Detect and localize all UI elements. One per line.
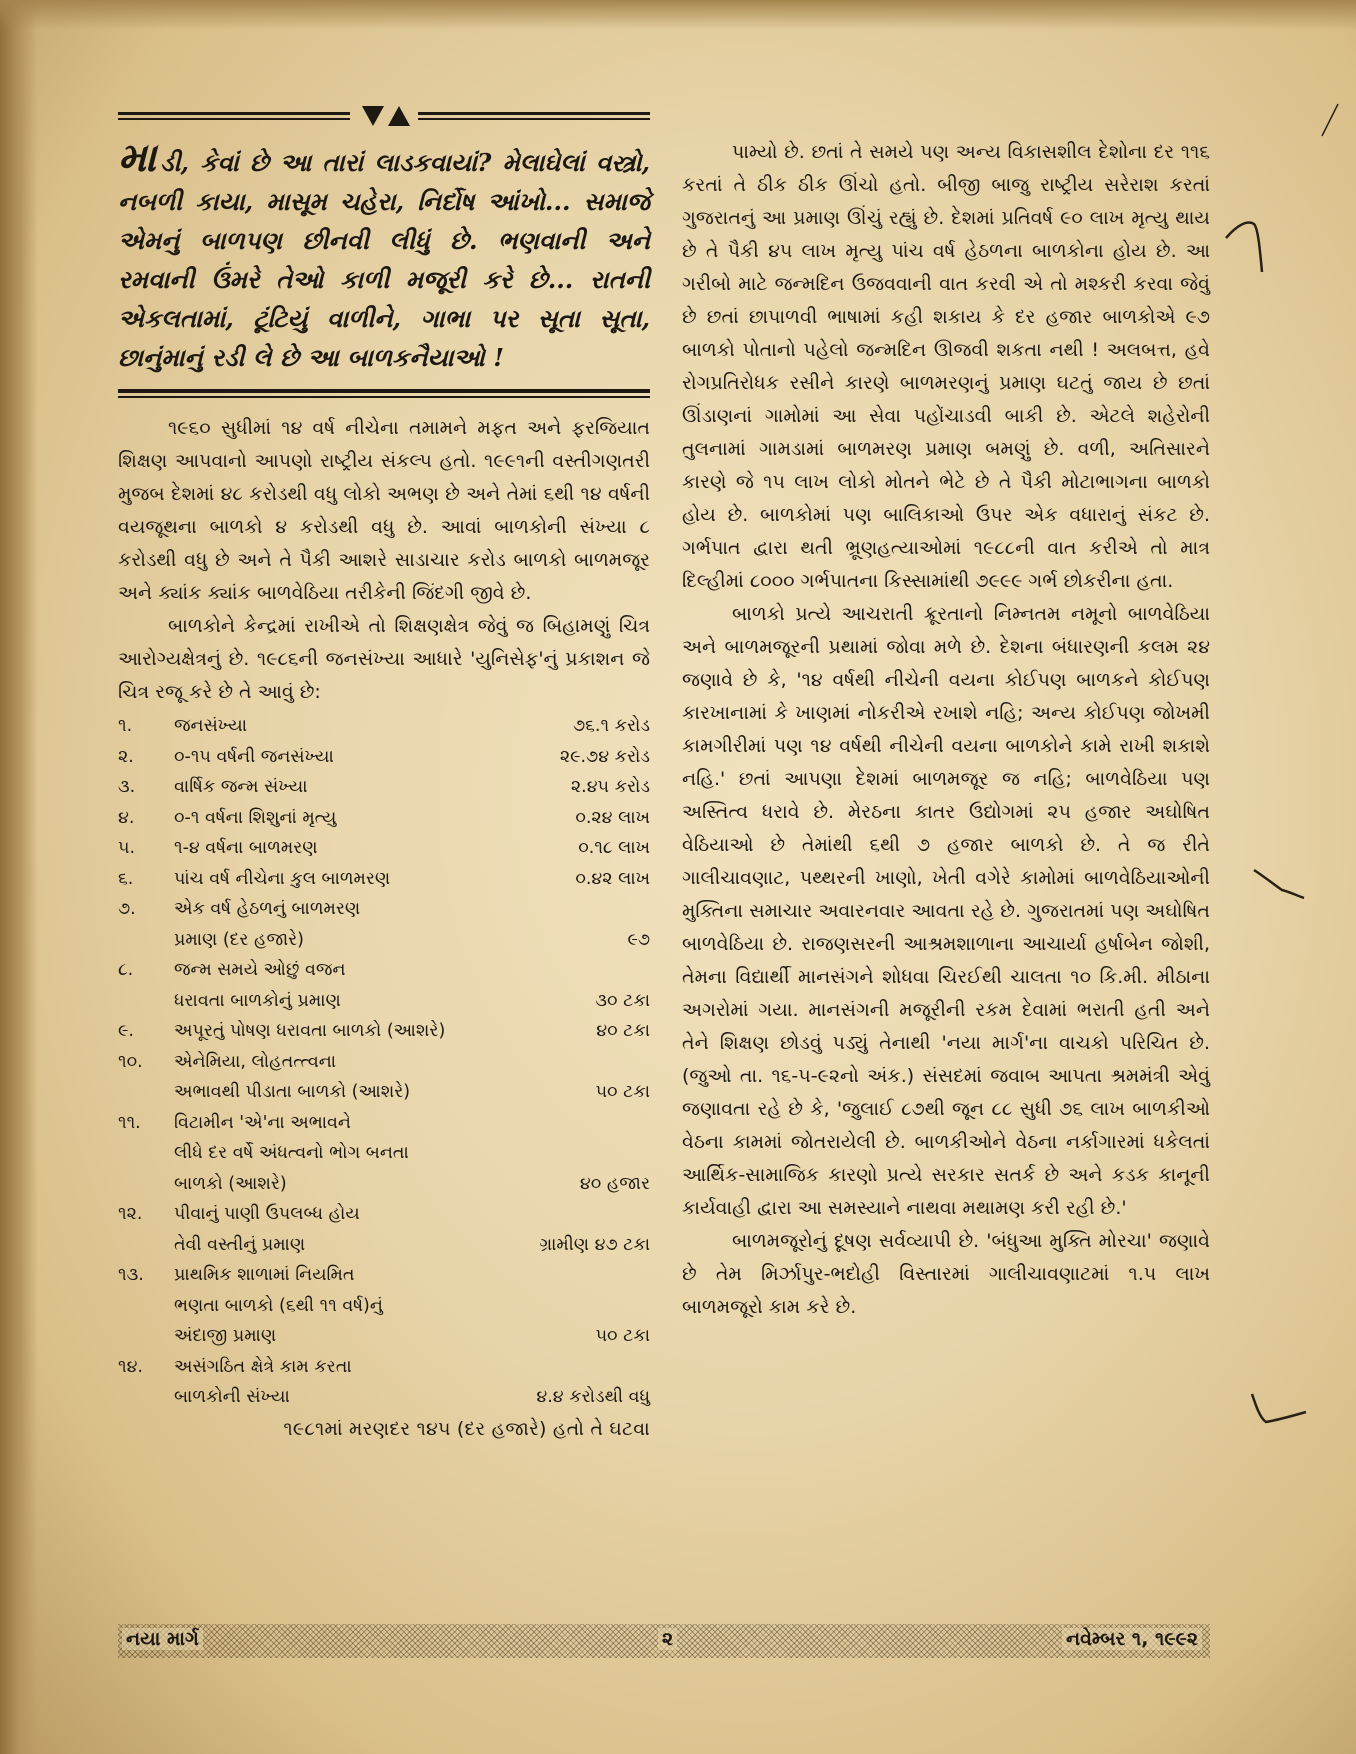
stats-item-value: ગ્રામીણ ૪૭ ટકા <box>539 1234 650 1255</box>
stats-item-number: ૧૦. <box>118 1051 143 1072</box>
page-footer <box>118 1624 1210 1658</box>
stats-item-number <box>118 925 174 956</box>
stats-row <box>118 864 650 895</box>
stats-item-number: ૧૩. <box>118 1265 144 1285</box>
stats-row <box>118 1260 650 1291</box>
stats-item-label: એક વર્ષ હેઠળનું બાળમરણ <box>174 899 361 919</box>
stats-item-number: ૧. <box>118 716 133 736</box>
stats-item-number: ૧૧. <box>118 1112 141 1133</box>
stats-row <box>118 925 650 956</box>
stats-row <box>118 1352 650 1383</box>
stats-row <box>118 955 650 986</box>
stats-item-label: અસંગઠિત ક્ષેત્રે કામ કરતા <box>174 1356 352 1377</box>
stats-row <box>118 833 650 864</box>
left-paragraph: બાળકોને કેન્દ્રમાં રાખીએ તો શિક્ષણક્ષેત્ર જેવું જ બિહામણું ચિત્ર આરોગ્યક્ષેત્રનું છે. ૧૯૮૬ની જનસંખ્યા આધારે 'યુનિસેફ'નું પ્રકાશન જે ચિત્ર રજૂ કરે છે તે આવું છે: <box>118 615 650 703</box>
stats-item-value <box>510 955 651 986</box>
stats-item-value <box>510 1047 651 1078</box>
right-paragraphs <box>682 136 1210 1324</box>
stats-item-value: ૯૭ <box>627 929 650 950</box>
stats-item-label: બાળકોની સંખ્યા <box>174 1387 290 1407</box>
stats-item-number <box>118 1321 174 1352</box>
stats-row <box>118 1047 650 1078</box>
stats-item-number: ૧૨. <box>118 1204 143 1224</box>
stats-row <box>118 1230 650 1261</box>
margin-mark-icon <box>1318 100 1342 140</box>
right-paragraph: બાળમજૂરોનું દૂષણ સર્વવ્યાપી છે. 'બંધુઆ મુક્તિ મોરચા' જણાવે છે તેમ મિર્ઝાપુર-ભદોહી વિસ્તારમાં ગાલીચાવણાટમાં ૧.૫ લાખ બાળમજૂરો કામ કરે છે. <box>682 1230 1210 1318</box>
stats-item-label: બાળકો (આશરે) <box>174 1173 287 1194</box>
stats-item-label: લીધે દર વર્ષે અંધત્વનો ભોગ બનતા <box>174 1143 409 1163</box>
stats-item-number: ૧૪. <box>118 1356 143 1377</box>
left-paragraphs <box>118 412 650 709</box>
rule-line-right <box>418 112 650 120</box>
stats-item-number <box>118 1077 174 1108</box>
stats-item-label: ૧-૪ વર્ષના બાળમરણ <box>174 838 318 858</box>
left-last-line: ૧૯૮૧માં મરણદર ૧૪૫ (દર હજારે) હતો તે ઘટવા <box>283 1417 650 1440</box>
stats-item-value: ૭૬.૧ કરોડ <box>572 716 650 736</box>
stats-item-label: ૦-૧ વર્ષના શિશુનાં મૃત્યુ <box>174 807 337 828</box>
stats-item-value: ૫૦ ટકા <box>595 1082 650 1102</box>
stats-item-label: ૦-૧૫ વર્ષની જનસંખ્યા <box>174 746 334 767</box>
stats-row <box>118 1321 650 1352</box>
stats-item-value <box>510 1291 651 1322</box>
stats-item-value: ૦.૧૮ લાખ <box>578 838 650 858</box>
stats-item-label: એનેમિયા, લોહતત્ત્વના <box>174 1051 337 1072</box>
left-column <box>118 98 650 1445</box>
right-paragraph: બાળકો પ્રત્યે આચરાતી ક્રૂરતાનો નિમ્નતમ નમૂનો બાળવેઠિયા અને બાળમજૂરની પ્રથામાં જોવા મળે છે. દેશના બંધારણની કલમ ૨૪ જણાવે છે કે, '૧૪ વર્ષથી નીચેની વયના કોઈપણ બાળકને કોઈપણ કારખાનામાં કે ખાણમાં નોકરીએ રખાશે નહિ; અન્ય કોઈપણ જોખમી કામગીરીમાં પણ ૧૪ વર્ષથી નીચેની વયના બાળકોને કામે રાખી શકાશે નહિ.' છતાં આપણા દેશમાં બાળમજૂર જ નહિ; બાળવેઠિયા પણ અસ્તિત્વ ધરાવે છે. મેરઠના કાતર ઉદ્યોગમાં ૨૫ હજાર અઘોષિત વેઠિયાઓ છે તેમાંથી ૬થી ૭ હજાર બાળકો છે. તે જ રીતે ગાલીચાવણાટ, પથ્થરની ખાણો, ખેતી વગેરે કામોમાં બાળવેઠિયાઓની મુક્તિના સમાચાર અવારનવાર આવતા રહે છે. ગુજરાતમાં પણ અઘોષિત બાળવેઠિયા છે. રાજણસરની આશ્રમશાળાના આચાર્યા હર્ષાબેન જોશી, તેમના વિદ્યાર્થી માનસંગને શોધવા ચિરઈથી ચાલતા ૧૦ કિ.મી. મીઠાના અગરોમાં ગયા. માનસંગની મજૂરીની રકમ દેવામાં ભરાતી હતી અને તેને શિક્ષણ છોડવું પડ્યું તેનાથી 'નયા માર્ગ'ના વાચકો પરિચિત છે. (જુઓ તા. ૧૬-૫-૯૨નો અંક.) સંસદમાં જવાબ આપતા શ્રમમંત્રી એવું જણાવતા રહે છે કે, 'જુલાઈ ૮૭થી જૂન ૮૮ સુધી ૭૬ લાખ બાળકીઓ વેઠના કામમાં જોતરાયેલી છે. બાળકીઓને વેઠના નર્કાગારમાં ધકેલતાં આર્થિક-સામાજિક કારણો પ્રત્યે સરકાર સતર્ક છે અને કડક કાનૂની કાર્યવાહી દ્વારા આ સમસ્યાને નાથવા મથામણ કરી રહી છે.' <box>682 603 1210 1219</box>
margin-mark-icon <box>1252 860 1308 920</box>
stats-item-label: પીવાનું પાણી ઉપલબ્ધ હોય <box>174 1204 360 1224</box>
left-paragraph: ૧૯૬૦ સુધીમાં ૧૪ વર્ષ નીચેના તમામને મફત અને ફરજિયાત શિક્ષણ આપવાનો આપણો રાષ્ટ્રીય સંકલ્પ હતો. ૧૯૯૧ની વસ્તીગણતરી મુજબ દેશમાં ૪૮ કરોડથી વધુ લોકો અભણ છે અને તેમાં ૬થી ૧૪ વર્ષની વયજૂથના બાળકો ૪ કરોડથી વધુ છે. આવાં બાળકોની સંખ્યા ૮ કરોડથી વધુ છે અને તે પૈકી આશરે સાડાચાર કરોડ બાળકો બાળમજૂર અને ક્યાંક ક્યાંક બાળવેઠિયા તરીકેની જિંદગી જીવે છે. <box>118 417 650 604</box>
stats-row <box>118 772 650 803</box>
paper-top-edge <box>0 0 1356 30</box>
stats-item-label: અંદાજી પ્રમાણ <box>174 1326 277 1346</box>
intro-text: ડી, કેવાં છે આ તારાં લાડકવાયાં? મેલાઘેલાં વસ્ત્રો, નબળી કાયા, માસૂમ ચહેરા, નિર્દોષ આંખો... સમાજે એમનું બાળપણ છીનવી લીધું છે. ભણવાની અને રમવાની ઉંમરે તેઓ કાળી મજૂરી કરે છે... રાતની એકલતામાં, ટૂંટિયું વાળીને, ગાભા પર સૂતા સૂતા, છાનુંમાનું રડી લે છે આ બાળકનૈયાઓ ! <box>118 148 650 372</box>
rule-line-left <box>118 112 350 120</box>
stats-item-number: ૮. <box>118 960 134 980</box>
stats-item-number <box>118 1382 174 1413</box>
right-paragraph: પામ્યો છે. છતાં તે સમયે પણ અન્ય વિકાસશીલ દેશોના દર ૧૧૬ કરતાં તે ઠીક ઠીક ઊંચો હતો. બીજી બાજુ રાષ્ટ્રીય સરેરાશ કરતાં ગુજરાતનું આ પ્રમાણ ઊંચું રહ્યું છે. દેશમાં પ્રતિવર્ષ ૯૦ લાખ મૃત્યુ થાય છે તે પૈકી ૪૫ લાખ મૃત્યુ પાંચ વર્ષ હેઠળના બાળકોના હોય છે. આ ગરીબો માટે જન્મદિન ઉજવવાની વાત કરવી એ તો મશ્કરી કરવા જેવું છે છતાં છાપાળવી ભાષામાં કહી શકાય કે દર હજાર બાળકોએ ૯૭ બાળકો પોતાનો પહેલો જન્મદિન ઊજવી શકતા નથી ! અલબત્ત, હવે રોગપ્રતિરોધક રસીને કારણે બાળમરણનું પ્રમાણ ઘટતું જાય છે છતાં ઊંડાણનાં ગામોમાં આ સેવા પહોંચાડવી બાકી છે. એટલે શહેરોની તુલનામાં ગામડામાં બાળમરણ પ્રમાણ બમણું છે. વળી, અતિસારને કારણે જે ૧૫ લાખ લોકો મોતને ભેટે છે તે પૈકી મોટાભાગના બાળકો હોય છે. બાળકોમાં પણ બાલિકાઓ ઉપર એક વધારાનું સંકટ છે. ગર્ભપાત દ્વારા થતી ભ્રૂણહત્યાઓમાં ૧૯૮૮ની વાત કરીએ તો માત્ર દિલ્હીમાં ૮૦૦૦ ગર્ભપાતના કિસ્સામાંથી ૭૯૯૯ ગર્ભ છોકરીના હતા. <box>682 141 1210 592</box>
stats-item-value: ૩૦ ટકા <box>595 990 650 1011</box>
stats-item-number <box>118 1291 174 1322</box>
stats-row <box>118 986 650 1017</box>
stats-item-value: ૨૯.૭૪ કરોડ <box>559 746 650 767</box>
stats-item-value <box>510 1108 651 1139</box>
stats-item-value: ૪૦ ટકા <box>596 1021 650 1041</box>
stats-item-value: ૦.૨૪ લાખ <box>575 807 650 828</box>
margin-mark-icon <box>1224 210 1284 290</box>
stats-row <box>118 1077 650 1108</box>
stats-item-value: ૪.૪ કરોડથી વધુ <box>536 1387 650 1407</box>
stats-item-label: ભણતા બાળકો (૬થી ૧૧ વર્ષ)નું <box>174 1295 383 1316</box>
intro-blurb <box>118 134 650 377</box>
stats-item-number <box>118 986 174 1017</box>
stats-row <box>118 894 650 925</box>
stats-item-value <box>510 1352 651 1383</box>
stats-item-value <box>510 1199 651 1230</box>
stats-item-label: પ્રાથમિક શાળામાં નિયમિત <box>174 1265 355 1285</box>
stats-item-label: તેવી વસ્તીનું પ્રમાણ <box>174 1234 306 1255</box>
paper-left-edge <box>0 0 38 1754</box>
stats-row <box>118 1382 650 1413</box>
footer-publication: નયા માર્ગ <box>122 1628 203 1650</box>
stats-row <box>118 1199 650 1230</box>
stats-item-label: અપૂરતું પોષણ ધરાવતા બાળકો (આશરે) <box>174 1021 446 1041</box>
stats-item-label: જનસંખ્યા <box>174 716 248 736</box>
stats-item-value <box>510 1260 651 1291</box>
stats-row <box>118 1016 650 1047</box>
footer-date: નવેમ્બર ૧, ૧૯૯૨ <box>1062 1628 1202 1650</box>
stats-item-value <box>510 894 651 925</box>
stats-item-label: પ્રમાણ (દર હજારે) <box>174 929 304 950</box>
stats-item-number: ૭. <box>118 899 136 919</box>
stats-row <box>118 1169 650 1200</box>
stats-row <box>118 1108 650 1139</box>
stats-item-number: ૯. <box>118 1021 134 1041</box>
stats-item-number <box>118 1138 174 1169</box>
stats-item-value: ૦.૪૨ લાખ <box>575 868 650 889</box>
stats-row <box>118 803 650 834</box>
intro-rule <box>118 389 650 398</box>
stats-item-label: વાર્ષિક જન્મ સંખ્યા <box>174 777 308 797</box>
stats-item-value: ૨.૪૫ કરોડ <box>570 777 650 797</box>
stats-item-number: ૩. <box>118 777 136 797</box>
stats-item-label: જન્મ સમયે ઓછું વજન <box>174 960 346 980</box>
stats-item-number: ૫. <box>118 838 136 858</box>
stats-item-number <box>118 1169 174 1200</box>
stats-item-value: ૪૦ હજાર <box>579 1173 650 1194</box>
unicef-stats-table <box>118 711 650 1413</box>
margin-mark-icon <box>1250 1390 1310 1440</box>
ornamental-rule <box>118 98 650 134</box>
footer-page-number: ૨ <box>658 1628 677 1650</box>
stats-row <box>118 742 650 773</box>
stats-item-number <box>118 1230 174 1261</box>
right-column <box>682 136 1210 1324</box>
stats-item-number: ૨. <box>118 746 134 767</box>
stats-row <box>118 1138 650 1169</box>
intro-dropcap: મા <box>118 134 161 181</box>
stats-row <box>118 711 650 742</box>
stats-item-label: પાંચ વર્ષ નીચેના કુલ બાળમરણ <box>174 868 391 889</box>
stats-item-number: ૪. <box>118 807 135 828</box>
stats-item-value: ૫૦ ટકા <box>595 1326 650 1346</box>
stats-item-label: અભાવથી પીડાતા બાળકો (આશરે) <box>174 1082 411 1102</box>
stats-item-number: ૬. <box>118 868 134 889</box>
triangles-ornament-icon <box>358 102 414 130</box>
stats-item-label: ધરાવતા બાળકોનું પ્રમાણ <box>174 990 341 1011</box>
stats-row <box>118 1291 650 1322</box>
stats-item-label: વિટામીન 'એ'ના અભાવને <box>174 1112 351 1133</box>
stats-item-value <box>510 1138 651 1169</box>
